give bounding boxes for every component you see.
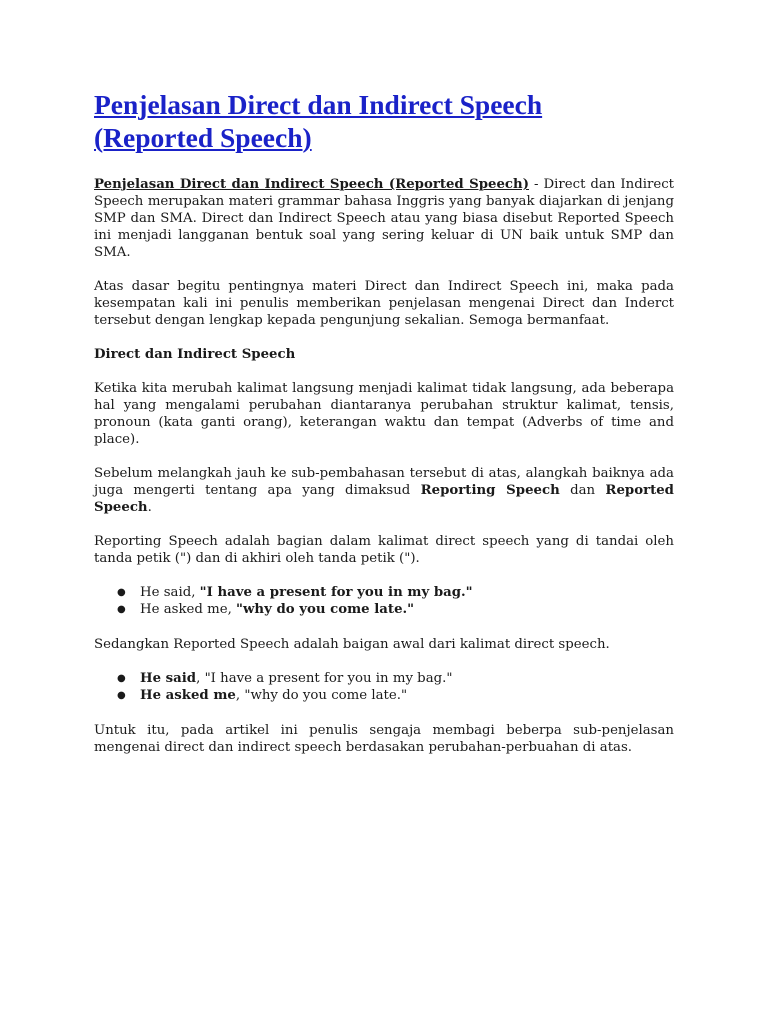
intro-text: - Direct dan Indirect Speech merupakan materi grammar bahasa Inggris yang banyak diajarkan di jenjang SMP dan SMA. Direct dan Indirect Speech atau yang biasa disebut Reported Speech ini menjadi langganan bentuk soal yang sering keluar di UN baik untuk SMP dan SMA. (94, 177, 674, 260)
example-list-1 (94, 584, 674, 618)
intro-link[interactable]: Penjelasan Direct dan Indirect Speech (Reported Speech) (94, 177, 529, 192)
list-item (117, 601, 674, 618)
bullet-icon: ● (117, 604, 126, 615)
section-heading: Direct dan Indirect Speech (94, 347, 296, 362)
intro-paragraph (94, 176, 674, 261)
paragraph-5: Reporting Speech adalah bagian dalam kalimat direct speech yang di tandai oleh tanda petik (") dan di akhiri oleh tanda petik ("). (94, 534, 674, 566)
page-title-line2[interactable]: (Reported Speech) (94, 122, 312, 153)
list-item-plain: He asked me, (140, 602, 237, 617)
list-item-bold: "I have a present for you in my bag." (199, 585, 473, 600)
list-item-bold: He said (140, 671, 197, 686)
bullet-icon: ● (117, 690, 126, 701)
paragraph-4-mid: dan (559, 483, 606, 498)
list-item-plain: , "I have a present for you in my bag." (196, 671, 453, 686)
list-item-bold: He asked me (140, 688, 236, 703)
paragraph-3: Ketika kita merubah kalimat langsung menjadi kalimat tidak langsung, ada beberapa hal yang mengalami perubahan diantaranya perubahan struktur kalimat, tensis, pronoun (kata ganti orang), keterangan waktu dan tempat (Adverbs of time and place). (94, 381, 674, 447)
page-title-line1[interactable]: Penjelasan Direct dan Indirect Speech (94, 89, 543, 120)
paragraph-6: Sedangkan Reported Speech adalah baigan awal dari kalimat direct speech. (94, 637, 610, 652)
paragraph-4 (94, 465, 674, 516)
page-title[interactable] (94, 88, 674, 154)
list-item (117, 687, 674, 704)
paragraph-4-end: . (147, 500, 152, 515)
bullet-icon: ● (117, 673, 126, 684)
term-reporting-speech: Reporting Speech (420, 483, 560, 498)
paragraph-7: Untuk itu, pada artikel ini penulis sengaja membagi beberpa sub-penjelasan mengenai direct dan indirect speech berdasakan perubahan-perbuahan di atas. (94, 723, 674, 755)
list-item-bold: "why do you come late." (236, 602, 415, 617)
term-reported-speech: Reported Speech (94, 483, 674, 515)
example-list-2 (94, 670, 674, 704)
paragraph-2: Atas dasar begitu pentingnya materi Direct dan Indirect Speech ini, maka pada kesempatan kali ini penulis memberikan penjelasan mengenai Direct dan Inderct tersebut dengan lengkap kepada pengunjung sekalian. Semoga bermanfaat. (94, 279, 674, 328)
list-item (117, 670, 674, 687)
list-item-plain: He said, (140, 585, 200, 600)
list-item (117, 584, 674, 601)
list-item-plain: , "why do you come late." (235, 688, 408, 703)
bullet-icon: ● (117, 587, 126, 598)
paragraph-4-text: Sebelum melangkah jauh ke sub-pembahasan tersebut di atas, alangkah baiknya ada juga mengerti tentang apa yang dimaksud (94, 466, 674, 498)
document-page (94, 88, 674, 773)
